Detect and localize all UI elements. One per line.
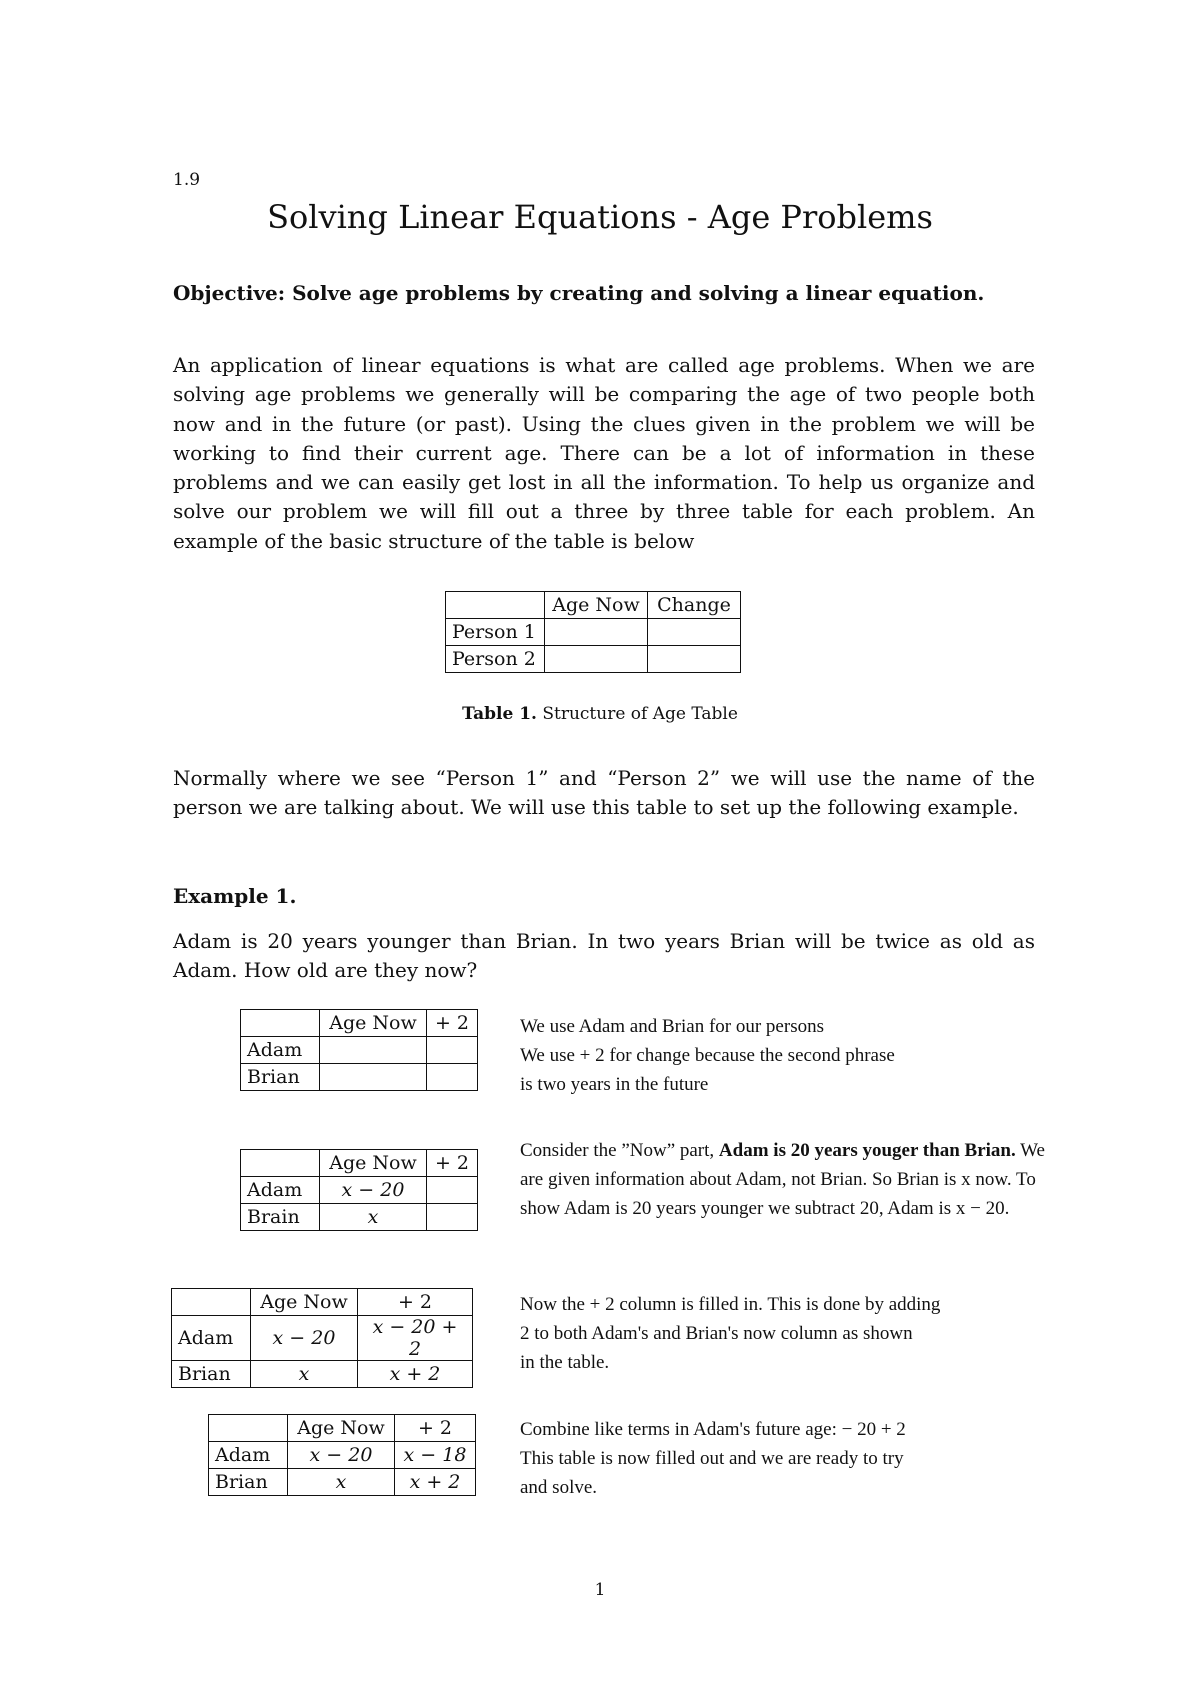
table-cell: Person 1	[446, 619, 545, 646]
table-cell: x	[288, 1469, 395, 1496]
table-row	[241, 1204, 478, 1231]
step-1-notes	[520, 1012, 1080, 1099]
table-cell: x − 20	[251, 1316, 358, 1361]
table-row	[209, 1442, 476, 1469]
table-cell: + 2	[358, 1289, 473, 1316]
step-3-table	[171, 1288, 473, 1388]
table-cell: Age Now	[251, 1289, 358, 1316]
note-prefix: Consider the ”Now” part,	[520, 1140, 719, 1161]
table-cell: Brian	[209, 1469, 288, 1496]
table-row	[446, 646, 741, 673]
paragraph-2: Normally where we see “Person 1” and “Person 2” we will use the name of the person we are talking about. We will use this table to set up the following example.	[173, 766, 1035, 820]
table-cell: x − 18	[395, 1442, 476, 1469]
page-number: 1	[594, 1580, 606, 1600]
note-line: We use + 2 for change because the second phrase	[520, 1045, 895, 1066]
table-cell	[648, 619, 741, 646]
table-row	[172, 1316, 473, 1361]
step-2-notes	[520, 1136, 1065, 1223]
table-cell: + 2	[427, 1150, 478, 1177]
note-bold: Adam is 20 years youger than Brian.	[718, 1140, 1016, 1161]
table-cell	[427, 1177, 478, 1204]
table-row	[446, 619, 741, 646]
table-cell: Age Now	[320, 1150, 427, 1177]
table-cell: Person 2	[446, 646, 545, 673]
section-number: 1.9	[173, 170, 201, 190]
example-problem: Adam is 20 years younger than Brian. In two years Brian will be twice as old as Adam. How old are they now?	[173, 929, 1035, 982]
table-cell: Age Now	[320, 1010, 427, 1037]
intro-paragraph: An application of linear equations is what are called age problems. When we are solving age problems we generally will be comparing the age of two people both now and in the future (or past). Using the clues given in the problem we will be working to find their current age. There can be a lot of information in these problems and we can easily get lost in all the information. To help us organize and solve our problem we will fill out a three by three table for each problem. An example of the basic structure of the table is below	[173, 353, 1035, 553]
objective: Objective: Solve age problems by creating and solving a linear equation.	[173, 281, 985, 305]
note-line: in the table.	[520, 1352, 610, 1373]
caption-label: Table 1.	[462, 704, 537, 724]
table-row	[241, 1037, 478, 1064]
table-cell	[427, 1064, 478, 1091]
table-row	[209, 1469, 476, 1496]
table-caption	[0, 704, 1200, 724]
table-cell	[446, 592, 545, 619]
step-3-notes	[520, 1290, 1080, 1377]
table-cell: + 2	[427, 1010, 478, 1037]
table-row	[446, 592, 741, 619]
caption-text: Structure of Age Table	[542, 704, 738, 724]
table-row	[241, 1177, 478, 1204]
table-row	[241, 1150, 478, 1177]
table-cell: x − 20 + 2	[358, 1316, 473, 1361]
page-title: Solving Linear Equations - Age Problems	[267, 198, 933, 236]
age-table-structure	[445, 591, 741, 673]
table-cell: x	[251, 1361, 358, 1388]
table-cell: Adam	[172, 1316, 251, 1361]
note-line: 2 to both Adam's and Brian's now column as shown	[520, 1323, 913, 1344]
table-cell	[427, 1204, 478, 1231]
note-line: Combine like terms in Adam's future age: − 20 + 2	[520, 1419, 906, 1440]
table-cell	[427, 1037, 478, 1064]
table-row	[172, 1361, 473, 1388]
table-cell	[320, 1064, 427, 1091]
step-1-table	[240, 1009, 478, 1091]
table-cell: Change	[648, 592, 741, 619]
step-4-notes	[520, 1415, 1080, 1502]
table-cell: Adam	[241, 1037, 320, 1064]
table-cell: Adam	[209, 1442, 288, 1469]
table-row	[209, 1415, 476, 1442]
table-cell: Brian	[241, 1064, 320, 1091]
table-row	[241, 1064, 478, 1091]
table-cell: Adam	[241, 1177, 320, 1204]
table-cell: Brain	[241, 1204, 320, 1231]
table-cell	[241, 1150, 320, 1177]
step-2-table	[240, 1149, 478, 1231]
table-cell	[209, 1415, 288, 1442]
table-cell: Age Now	[545, 592, 648, 619]
note-line: We use Adam and Brian for our persons	[520, 1016, 824, 1037]
note-rest: We are given information about Adam, not Brian. So Brian is x now. To show Adam is 20 years younger we subtract 20, Adam is x − 20.	[520, 1140, 1045, 1219]
table-cell: Age Now	[288, 1415, 395, 1442]
table-cell: x − 20	[288, 1442, 395, 1469]
note-line: Now the + 2 column is filled in. This is done by adding	[520, 1294, 941, 1315]
table-cell	[648, 646, 741, 673]
step-4-table	[208, 1414, 476, 1496]
table-cell: x − 20	[320, 1177, 427, 1204]
table-cell: x	[320, 1204, 427, 1231]
table-cell	[545, 619, 648, 646]
table-cell	[545, 646, 648, 673]
table-row	[172, 1289, 473, 1316]
table-row	[241, 1010, 478, 1037]
table-cell	[172, 1289, 251, 1316]
table-cell	[241, 1010, 320, 1037]
example-label: Example 1.	[173, 884, 297, 908]
table-cell: x + 2	[358, 1361, 473, 1388]
table-cell	[320, 1037, 427, 1064]
note-line: This table is now filled out and we are ready to try	[520, 1448, 904, 1469]
table-cell: + 2	[395, 1415, 476, 1442]
note-line: is two years in the future	[520, 1074, 709, 1095]
table-cell: Brian	[172, 1361, 251, 1388]
table-cell: x + 2	[395, 1469, 476, 1496]
note-line: and solve.	[520, 1477, 598, 1498]
